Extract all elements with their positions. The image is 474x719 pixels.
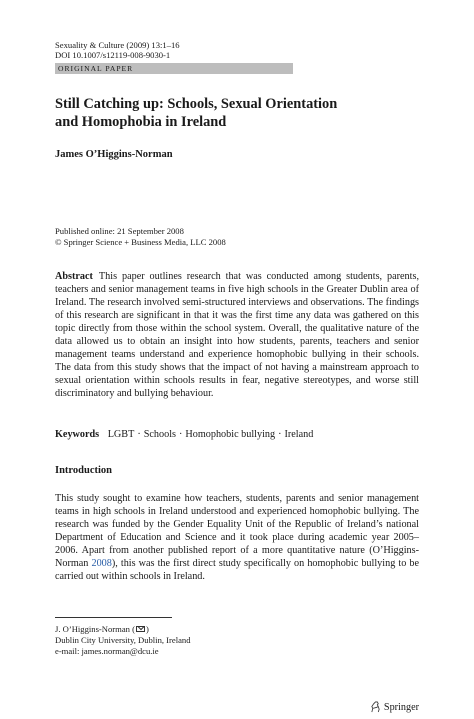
- keyword: Schools: [143, 429, 176, 440]
- title-line-1: Still Catching up: Schools, Sexual Orientation: [55, 96, 338, 112]
- abstract-text: This paper outlines research that was conducted among students, parents, teachers and senior management teams in five high schools in the Greater Dublin area of Ireland. The research involved semi-structured interviews and observations. The findings of this research are significant in that it was the first time any data was gathered on this topic directly from those within the school system. Overall, the qualitative nature of the data allowed us to obtain an insight into how students, parents, teachers and senior management teams understand and experience homophobic bullying in their schools. The data from this study shows that the impact of not having a mainstream approach to sexual orientation within schools results in fear, negative stereotypes, and worse still discriminatory and bullying behaviour.: [55, 271, 419, 399]
- footnote-email[interactable]: e-mail: james.norman@dcu.ie: [55, 646, 159, 656]
- keyword-separator: ·: [137, 429, 141, 440]
- publisher-name: Springer: [383, 701, 419, 713]
- envelope-icon[interactable]: [136, 626, 145, 632]
- keyword: Ireland: [284, 429, 314, 440]
- footnote-author-name: J. O’Higgins-Norman: [55, 624, 130, 634]
- abstract-heading: Abstract: [55, 271, 93, 282]
- journal-citation: Sexuality & Culture (2009) 13:1–16: [55, 40, 180, 50]
- intro-text-part-2: ), this was the first direct study specifically on homophobic bullying to be carried out within schools in Ireland.: [55, 558, 419, 582]
- introduction-paragraph: [55, 492, 419, 583]
- publisher-logo: [370, 701, 419, 713]
- keywords-heading: Keywords: [55, 429, 100, 440]
- footnote-affiliation: Dublin City University, Dublin, Ireland: [55, 635, 191, 645]
- introduction-heading: Introduction: [55, 465, 112, 476]
- doi[interactable]: DOI 10.1007/s12119-008-9030-1: [55, 50, 171, 60]
- abstract: [55, 270, 419, 400]
- article-title: [55, 96, 419, 131]
- keyword: Homophobic bullying: [185, 429, 276, 440]
- citation-link[interactable]: 2008: [91, 558, 112, 569]
- keyword-separator: ·: [278, 429, 282, 440]
- copyright: © Springer Science + Business Media, LLC 2008: [55, 237, 226, 247]
- author-name: James O’Higgins-Norman: [55, 149, 173, 160]
- springer-horse-icon: [370, 701, 381, 713]
- title-line-2: and Homophobia in Ireland: [55, 113, 227, 130]
- footnote-divider: [55, 617, 172, 618]
- footnote-author: J. O’Higgins-Norman ( ): [55, 624, 149, 634]
- section-label: ORIGINAL PAPER: [55, 63, 293, 74]
- article-page: [55, 0, 419, 719]
- intro-text-part-1: This study sought to examine how teachers, students, parents and senior management teams in high schools in Ireland understood and experienced homophobic bullying. The research was funded by the Gender Equality Unit of the Republic of Ireland’s national Department of Education and Science and it took place during academic year 2005–2006. Apart from another published report of a more quantitative nature (O’Higgins-Norman: [55, 493, 419, 569]
- published-online: Published online: 21 September 2008: [55, 226, 184, 236]
- keyword: LGBT: [107, 429, 135, 440]
- keyword-separator: ·: [178, 429, 183, 440]
- keywords: [55, 429, 313, 440]
